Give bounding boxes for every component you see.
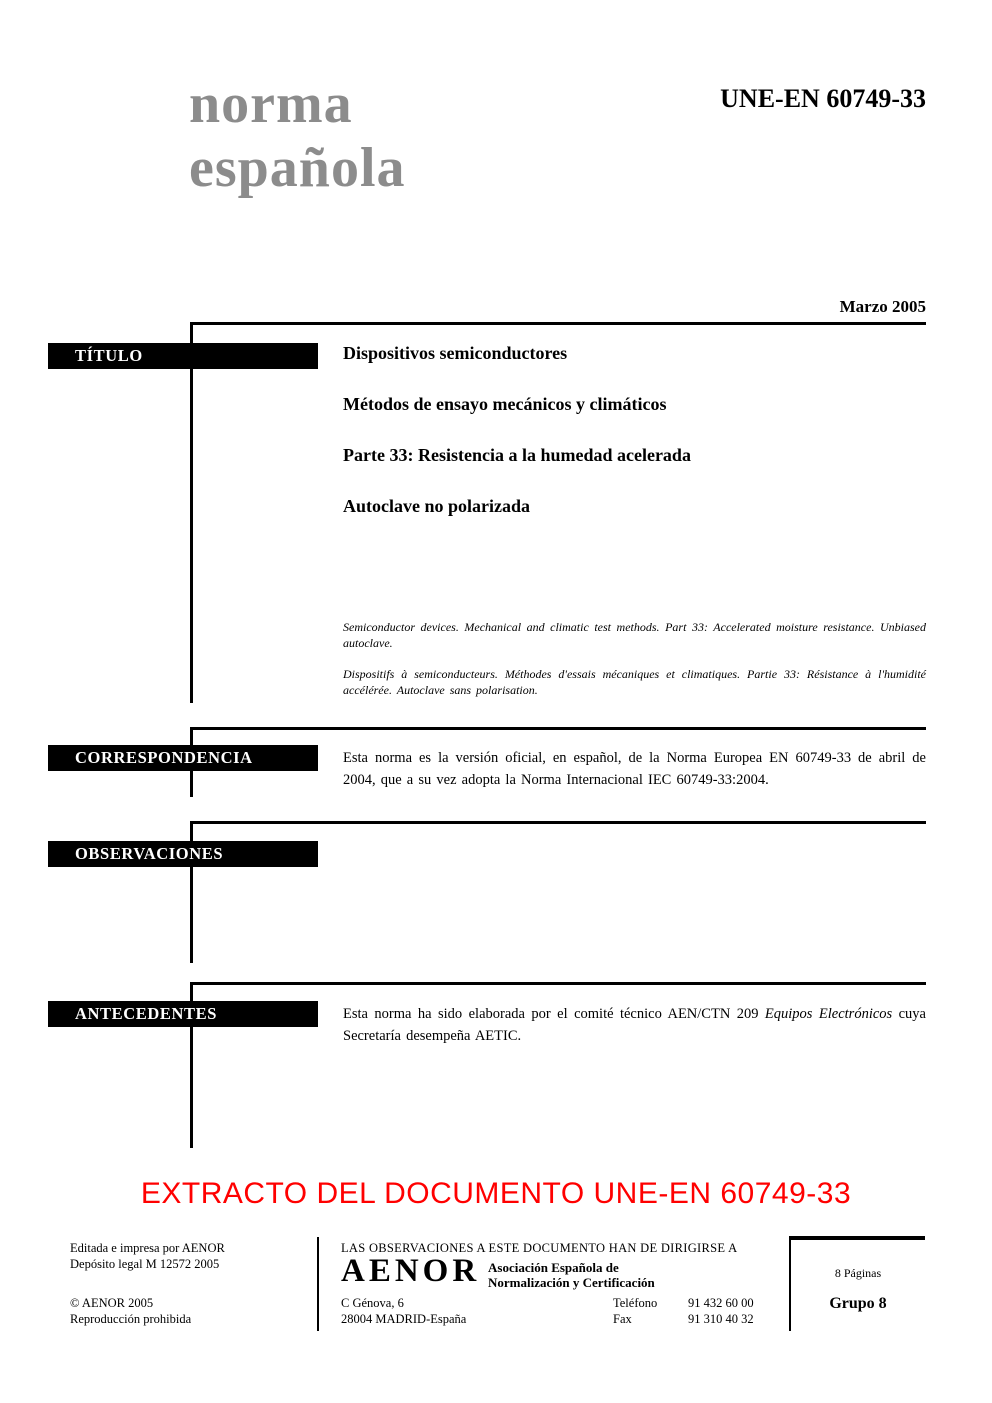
address-city: 28004 MADRID-España bbox=[341, 1312, 467, 1326]
aenor-org-name bbox=[488, 1260, 655, 1290]
title-english-abstract: Semiconductor devices. Mechanical and climatic test methods. Part 33: Accelerated moisture resistance. Unbiased autoclave. bbox=[343, 620, 926, 650]
title-block bbox=[343, 344, 926, 548]
contact-values bbox=[688, 1295, 754, 1327]
phone-number: 91 432 60 00 bbox=[688, 1296, 754, 1310]
norma-espanola-logo bbox=[189, 72, 406, 200]
imprint-legal-deposit: Depósito legal M 12572 2005 bbox=[70, 1257, 220, 1271]
titulo-label: TÍTULO bbox=[75, 346, 143, 365]
correspondencia-text: Esta norma es la versión oficial, en español, de la Norma Europea EN 60749-33 de abril de 2004, que a su vez adopta la Norma Internacional IEC 60749-33:2004. bbox=[343, 750, 926, 788]
footer-imprint bbox=[70, 1240, 225, 1327]
standard-code: UNE-EN 60749-33 bbox=[720, 84, 926, 113]
antecedentes-label-bar bbox=[48, 1001, 318, 1027]
imprint-gap bbox=[70, 1272, 225, 1295]
titulo-label-bar bbox=[48, 343, 318, 369]
aenor-address bbox=[341, 1295, 466, 1327]
imprint-reproduction: Reproducción prohibida bbox=[70, 1312, 192, 1326]
pages-group-box bbox=[789, 1236, 925, 1331]
publication-date: Marzo 2005 bbox=[839, 297, 926, 316]
page-count: 8 Páginas bbox=[834, 1266, 882, 1280]
imprint-publisher: Editada e impresa por AENOR bbox=[70, 1241, 225, 1255]
antecedentes-top-rule bbox=[190, 982, 926, 985]
correspondencia-top-rule bbox=[190, 727, 926, 730]
antecedentes-committee-name: Equipos Electrónicos bbox=[764, 1006, 893, 1022]
observaciones-label: OBSERVACIONES bbox=[75, 844, 224, 863]
fax-number: 91 310 40 32 bbox=[688, 1312, 754, 1326]
org-name-line-2: Normalización y Certificación bbox=[488, 1275, 655, 1290]
org-name-line-1: Asociación Española de bbox=[488, 1260, 619, 1275]
footer-divider bbox=[317, 1237, 319, 1331]
observaciones-top-rule bbox=[190, 821, 926, 824]
fax-label: Fax bbox=[613, 1312, 632, 1326]
titulo-vertical-rule bbox=[190, 322, 193, 703]
logo-line-2: española bbox=[189, 137, 406, 199]
title-line-4: Autoclave no polarizada bbox=[343, 496, 530, 516]
address-street: C Génova, 6 bbox=[341, 1296, 404, 1310]
imprint-copyright: © AENOR 2005 bbox=[70, 1296, 154, 1310]
title-line-3: Parte 33: Resistencia a la humedad acelerada bbox=[343, 445, 691, 465]
titulo-top-rule bbox=[190, 322, 926, 325]
correspondencia-label: CORRESPONDENCIA bbox=[75, 748, 253, 767]
antecedentes-text bbox=[343, 1003, 926, 1047]
phone-label: Teléfono bbox=[613, 1296, 658, 1310]
title-line-1: Dispositivos semiconductores bbox=[343, 343, 568, 363]
extract-banner: EXTRACTO DEL DOCUMENTO UNE-EN 60749-33 bbox=[140, 1177, 852, 1210]
aenor-logo: AENOR bbox=[341, 1253, 481, 1289]
contact-labels bbox=[613, 1295, 657, 1327]
antecedentes-text-after: cuya Secretaría desempeña AETIC. bbox=[343, 1006, 926, 1044]
antecedentes-text-before: Esta norma ha sido elaborada por el comité técnico AEN/CTN 209 bbox=[343, 1006, 765, 1022]
antecedentes-label: ANTECEDENTES bbox=[75, 1004, 217, 1023]
title-french-abstract: Dispositifs à semiconducteurs. Méthodes d'essais mécaniques et climatiques. Partie 33: Résistance à l'humidité accélérée. Autoclave sans polarisation. bbox=[343, 667, 926, 697]
correspondencia-label-bar bbox=[48, 745, 318, 771]
logo-line-1: norma bbox=[189, 73, 353, 135]
title-line-2: Métodos de ensayo mecánicos y climáticos bbox=[343, 394, 667, 414]
group-number: Grupo 8 bbox=[829, 1295, 887, 1312]
observaciones-label-bar bbox=[48, 841, 318, 867]
footer-notice: LAS OBSERVACIONES A ESTE DOCUMENTO HAN DE DIRIGIRSE A bbox=[341, 1241, 738, 1255]
